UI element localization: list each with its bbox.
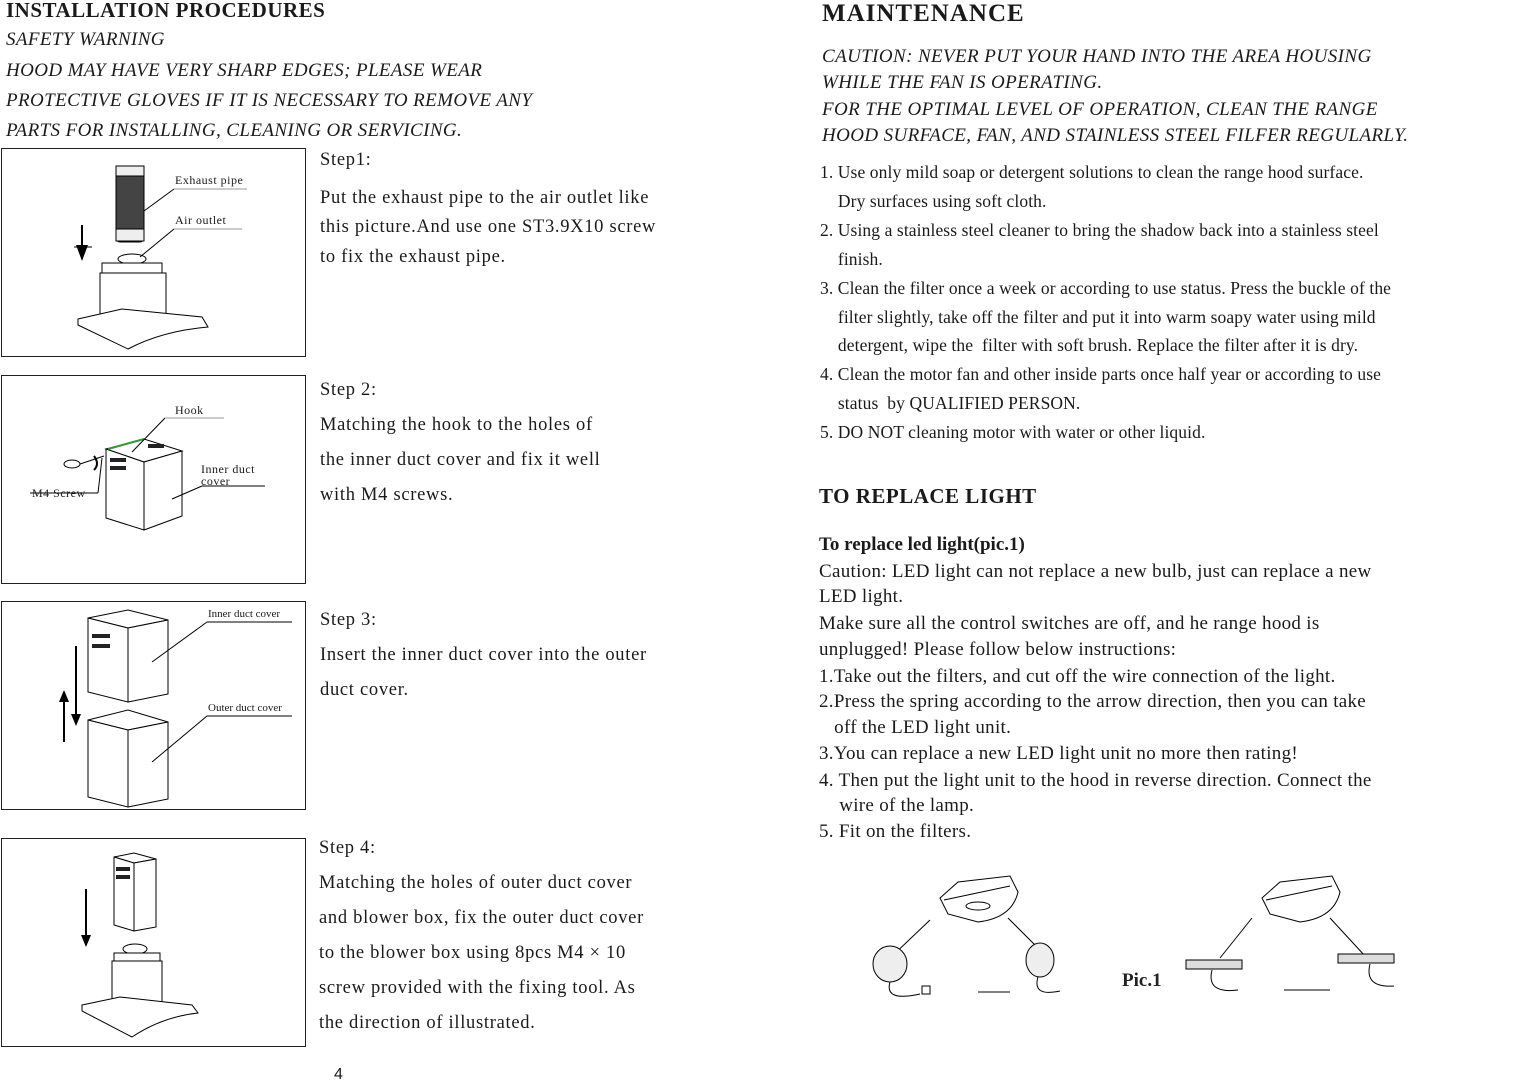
replace-light-title: TO REPLACE LIGHT xyxy=(819,484,1037,508)
step1-text: to fix the exhaust pipe. xyxy=(320,247,506,267)
outer-duct-cover-label: Outer duct cover xyxy=(208,702,282,714)
caution-line: HOOD SURFACE, FAN, AND STAINLESS STEEL FILFER REGULARLY. xyxy=(822,125,1409,146)
maintenance-item: finish. xyxy=(820,249,883,269)
caution-line: FOR THE OPTIMAL LEVEL OF OPERATION, CLEAN THE RANGE xyxy=(822,99,1378,120)
step4-text: the direction of illustrated. xyxy=(319,1013,536,1033)
inner-duct-label: Inner duct xyxy=(201,462,255,476)
maintenance-item: 1. Use only mild soap or detergent solutions to clean the range hood surface. xyxy=(820,162,1364,182)
maintenance-item: 5. DO NOT cleaning motor with water or other liquid. xyxy=(820,422,1206,442)
warning-line: PROTECTIVE GLOVES IF IT IS NECESSARY TO REMOVE ANY xyxy=(6,90,533,111)
m4-screw-label: M4 Screw xyxy=(32,486,86,500)
replace-line: 2.Press the spring according to the arrow direction, then you can take xyxy=(819,691,1367,712)
replace-line: Caution: LED light can not replace a new bulb, just can replace a new xyxy=(819,561,1372,582)
maintenance-item: 2. Using a stainless steel cleaner to bring the shadow back into a stainless steel xyxy=(820,220,1379,240)
step3-illustration xyxy=(1,601,306,810)
warning-line: HOOD MAY HAVE VERY SHARP EDGES; PLEASE WEAR xyxy=(6,60,483,81)
replace-line: 4. Then put the light unit to the hood in reverse direction. Connect the xyxy=(819,770,1372,791)
exhaust-pipe-label: Exhaust pipe xyxy=(175,173,244,187)
replace-line: 1.Take out the filters, and cut off the wire connection of the light. xyxy=(819,666,1336,687)
step2-text: the inner duct cover and fix it well xyxy=(320,450,601,470)
step2-heading: Step 2: xyxy=(320,380,377,400)
replace-led-subtitle: To replace led light(pic.1) xyxy=(819,534,1025,555)
air-outlet-label: Air outlet xyxy=(175,213,227,227)
step4-text: and blower box, fix the outer duct cover xyxy=(319,908,644,928)
led-replacement-diagram xyxy=(860,862,1420,1007)
step4-text: to the blower box using 8pcs M4 × 10 xyxy=(319,943,626,963)
round-light-sequence xyxy=(873,876,1060,996)
safety-warning-heading: SAFETY WARNING xyxy=(6,29,165,50)
maintenance-item: 4. Clean the motor fan and other inside parts once half year or according to use xyxy=(820,364,1382,384)
inner-duct-drawing xyxy=(2,376,307,585)
bar-light-sequence xyxy=(1186,876,1394,991)
maintenance-item: 3. Clean the filter once a week or according to use status. Press the buckle of the xyxy=(820,278,1392,298)
replace-line: 5. Fit on the filters. xyxy=(819,821,972,842)
inner-duct-label-cover: cover xyxy=(201,474,231,488)
step3-text: duct cover. xyxy=(320,680,409,700)
step2-text: Matching the hook to the holes of xyxy=(320,415,593,435)
replace-line: wire of the lamp. xyxy=(819,795,975,816)
step4-illustration xyxy=(1,838,306,1047)
replace-line: 3.You can replace a new LED light unit no more then rating! xyxy=(819,743,1299,764)
step2-illustration xyxy=(1,375,306,584)
step3-text: Insert the inner duct cover into the outer xyxy=(320,645,647,665)
replace-line: off the LED light unit. xyxy=(819,717,1012,738)
maintenance-item: filter slightly, take off the filter and put it into warm soapy water using mild xyxy=(820,307,1376,327)
exhaust-pipe-drawing xyxy=(2,149,307,358)
step1-heading: Step1: xyxy=(320,150,372,170)
maintenance-item: status by QUALIFIED PERSON. xyxy=(820,393,1081,413)
replace-line: LED light. xyxy=(819,586,904,607)
step4-text: screw provided with the fixing tool. As xyxy=(319,978,636,998)
maintenance-item: Dry surfaces using soft cloth. xyxy=(820,191,1047,211)
step1-illustration xyxy=(1,148,306,357)
maintenance-item: detergent, wipe the filter with soft brush. Replace the filter after it is dry. xyxy=(820,335,1359,355)
installation-title: INSTALLATION PROCEDURES xyxy=(6,0,326,22)
step4-text: Matching the holes of outer duct cover xyxy=(319,873,633,893)
page-number: 4 xyxy=(334,1066,343,1083)
step1-text: Put the exhaust pipe to the air outlet like xyxy=(320,188,650,208)
hook-label: Hook xyxy=(175,403,204,417)
pic1-label: Pic.1 xyxy=(1122,970,1162,991)
blower-box-drawing xyxy=(2,839,307,1048)
step2-text: with M4 screws. xyxy=(320,485,454,505)
step3-heading: Step 3: xyxy=(320,610,377,630)
step1-text: this picture.And use one ST3.9X10 screw xyxy=(320,217,657,237)
replace-line: unplugged! Please follow below instructions: xyxy=(819,639,1177,660)
step4-heading: Step 4: xyxy=(319,838,376,858)
replace-line: Make sure all the control switches are off, and he range hood is xyxy=(819,613,1320,634)
warning-line: PARTS FOR INSTALLING, CLEANING OR SERVICING. xyxy=(6,120,463,141)
maintenance-title: MAINTENANCE xyxy=(822,0,1025,27)
caution-line: WHILE THE FAN IS OPERATING. xyxy=(822,72,1103,93)
caution-line: CAUTION: NEVER PUT YOUR HAND INTO THE AREA HOUSING xyxy=(822,46,1372,67)
inner-duct-cover-label: Inner duct cover xyxy=(208,608,281,620)
